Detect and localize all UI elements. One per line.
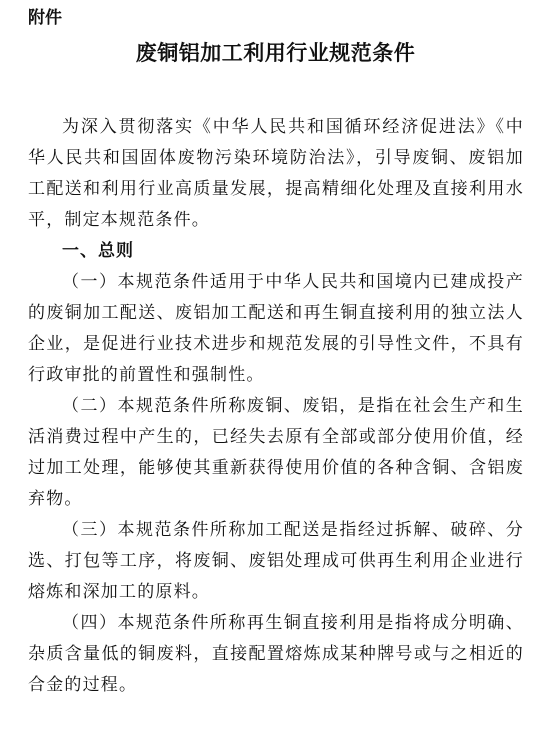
document-body [28,112,524,701]
clause-paragraph-2: （二）本规范条件所称废铜、废铝，是指在社会生产和生活消费过程中产生的，已经失去原有全部或部分使用价值，经过加工处理，能够使其重新获得使用价值的各种含铜、含铝废弃物。 [28,396,524,509]
preamble-paragraph: 为深入贯彻落实《中华人民共和国循环经济促进法》《中华人民共和国固体废物污染环境防治法》，引导废铜、废铝加工配送和利用行业高质量发展，提高精细化处理及直接利用水平，制定本规范条件。 [28,117,524,230]
attachment-label: 附件 [28,8,62,28]
clause-paragraph-4: （四）本规范条件所称再生铜直接利用是指将成分明确、杂质含量低的铜废料，直接配置熔炼成某种牌号或与之相近的合金的过程。 [28,613,524,695]
section-heading: 一、总则 [62,241,134,261]
clause-paragraph-1: （一）本规范条件适用于中华人民共和国境内已建成投产的废铜加工配送、废铝加工配送和再生铜直接利用的独立法人企业，是促进行业技术进步和规范发展的引导性文件，不具有行政审批的前置性和强制性。 [28,272,524,385]
document-title: 废铜铝加工利用行业规范条件 [135,41,416,65]
clause-paragraph-3: （三）本规范条件所称加工配送是指经过拆解、破碎、分选、打包等工序，将废铜、废铝处理成可供再生利用企业进行熔炼和深加工的原料。 [28,520,524,602]
